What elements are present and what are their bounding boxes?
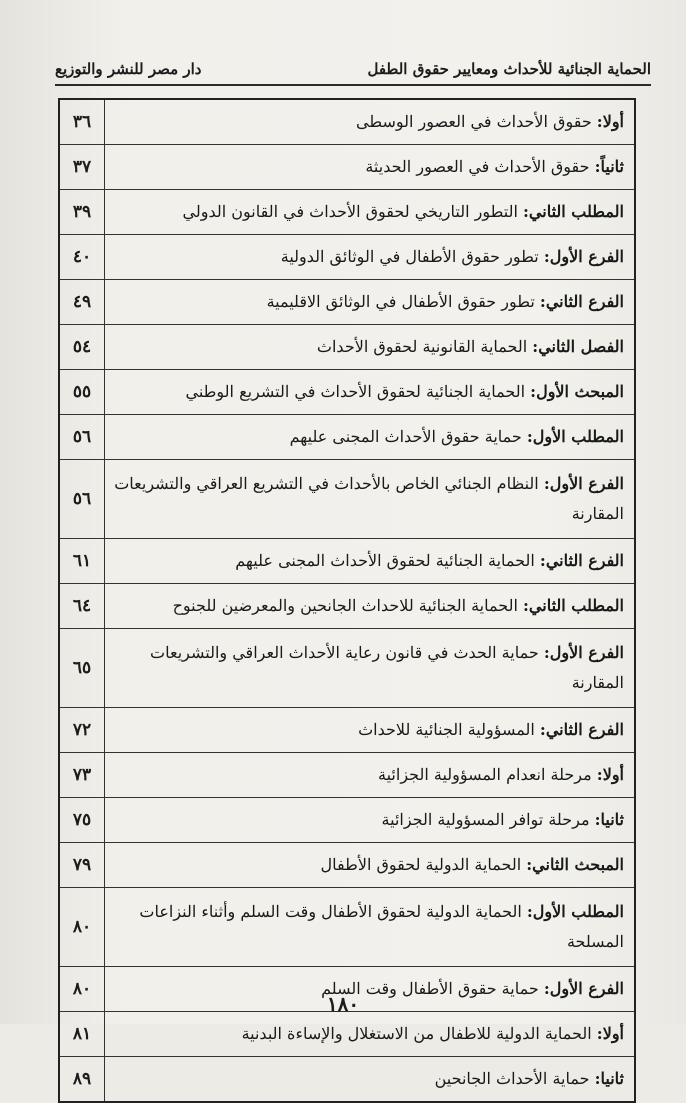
toc-page: ٦٤ xyxy=(59,584,105,629)
toc-entry xyxy=(105,235,636,280)
toc-page: ٧٥ xyxy=(59,798,105,843)
toc-row xyxy=(59,460,635,539)
toc-label: الفرع الأول: xyxy=(543,979,624,998)
toc-text: الحماية القانونية لحقوق الأحداث xyxy=(316,337,528,356)
toc-text: مرحلة انعدام المسؤولية الجزائية xyxy=(378,765,592,784)
toc-text: المسؤولية الجنائية للاحداث xyxy=(358,720,535,739)
toc-page: ٧٢ xyxy=(59,708,105,753)
toc-row xyxy=(59,629,635,708)
toc-page: ٣٦ xyxy=(59,99,105,145)
toc-row xyxy=(59,888,635,967)
toc-row xyxy=(59,190,635,235)
toc-row xyxy=(59,708,635,753)
toc-label: الفرع الأول: xyxy=(543,474,624,493)
toc-entry xyxy=(105,415,636,460)
toc-label: الفصل الثاني: xyxy=(532,337,624,356)
toc-page: ٥٦ xyxy=(59,415,105,460)
toc-text: حقوق الأحداث في العصور الحديثة xyxy=(365,157,590,176)
toc-entry xyxy=(105,539,636,584)
toc-entry xyxy=(105,753,636,798)
toc-page: ٤٠ xyxy=(59,235,105,280)
toc-page: ٣٧ xyxy=(59,145,105,190)
toc-row xyxy=(59,325,635,370)
toc-text: الحماية الدولية لحقوق الأطفال وقت السلم وأثناء النزاعات المسلحة xyxy=(139,902,624,951)
toc-label: أولا: xyxy=(596,765,624,784)
toc-label: الفرع الثاني: xyxy=(539,292,624,311)
toc-label: المطلب الثاني: xyxy=(523,202,624,221)
toc-label: المطلب الأول: xyxy=(526,427,624,446)
toc-label: أولا: xyxy=(596,112,624,131)
toc-entry xyxy=(105,1057,636,1103)
toc-entry xyxy=(105,370,636,415)
running-header xyxy=(55,38,651,86)
toc-page: ٨٩ xyxy=(59,1057,105,1103)
toc-row xyxy=(59,1057,635,1103)
toc-page: ٧٩ xyxy=(59,843,105,888)
toc-row xyxy=(59,235,635,280)
toc-row xyxy=(59,539,635,584)
toc-page: ٦٥ xyxy=(59,629,105,708)
toc-entry xyxy=(105,888,636,967)
toc-page: ٦١ xyxy=(59,539,105,584)
toc-entry xyxy=(105,99,636,145)
toc-label: الفرع الأول: xyxy=(543,643,624,662)
toc-text: حماية الحدث في قانون رعاية الأحداث العراقي والتشريعات المقارنة xyxy=(150,643,624,692)
toc-row xyxy=(59,370,635,415)
toc-text: حماية حقوق الأطفال وقت السلم xyxy=(321,979,539,998)
toc-page: ٨٠ xyxy=(59,888,105,967)
toc-entry xyxy=(105,325,636,370)
publisher-name: دار مصر للنشر والتوزيع xyxy=(55,60,202,78)
toc-label: المطلب الثاني: xyxy=(523,596,624,615)
toc-label: أولا: xyxy=(596,1024,624,1043)
toc-row xyxy=(59,1012,635,1057)
toc-entry xyxy=(105,629,636,708)
toc-entry xyxy=(105,1012,636,1057)
toc-row xyxy=(59,145,635,190)
toc-row xyxy=(59,798,635,843)
toc-label: المطلب الأول: xyxy=(526,902,624,921)
toc-row xyxy=(59,753,635,798)
toc-page: ٣٩ xyxy=(59,190,105,235)
toc-label: المبحث الأول: xyxy=(530,382,624,401)
toc-text: تطور حقوق الأطفال في الوثائق الدولية xyxy=(280,247,539,266)
toc-text: النظام الجنائي الخاص بالأحداث في التشريع العراقي والتشريعات المقارنة xyxy=(114,474,624,523)
table-of-contents xyxy=(58,98,636,1103)
toc-entry xyxy=(105,145,636,190)
book-title: الحماية الجنائية للأحداث ومعايير حقوق الطفل xyxy=(367,60,651,78)
toc-label: ثانيا: xyxy=(594,1069,624,1088)
toc-entry xyxy=(105,584,636,629)
toc-label: الفرع الثاني: xyxy=(539,720,624,739)
toc-entry xyxy=(105,460,636,539)
toc-text: حقوق الأحداث في العصور الوسطى xyxy=(355,112,592,131)
toc-text: الحماية الدولية لحقوق الأطفال xyxy=(320,855,522,874)
toc-text: التطور التاريخي لحقوق الأحداث في القانون الدولي xyxy=(182,202,518,221)
toc-page: ٨١ xyxy=(59,1012,105,1057)
toc-text: الحماية الجنائية لحقوق الأحداث المجنى عليهم xyxy=(235,551,535,570)
toc-row xyxy=(59,280,635,325)
toc-label: الفرع الثاني: xyxy=(539,551,624,570)
toc-text: تطور حقوق الأطفال في الوثائق الاقليمية xyxy=(266,292,535,311)
toc-entry xyxy=(105,843,636,888)
toc-page: ٤٩ xyxy=(59,280,105,325)
toc-entry xyxy=(105,708,636,753)
toc-entry xyxy=(105,798,636,843)
toc-row xyxy=(59,843,635,888)
toc-label: المبحث الثاني: xyxy=(526,855,624,874)
toc-text: الحماية الدولية للاطفال من الاستغلال والإساءة البدنية xyxy=(241,1024,592,1043)
toc-text: الحماية الجنائية لحقوق الأحداث في التشريع الوطني xyxy=(185,382,526,401)
page-number: ١٨٠ xyxy=(326,992,360,1016)
toc-text: الحماية الجنائية للاحداث الجانحين والمعرضين للجنوح xyxy=(172,596,518,615)
toc-row xyxy=(59,99,635,145)
toc-page: ٥٤ xyxy=(59,325,105,370)
toc-page: ٥٥ xyxy=(59,370,105,415)
toc-page: ٨٠ xyxy=(59,967,105,1012)
toc-entry xyxy=(105,190,636,235)
toc-row xyxy=(59,584,635,629)
toc-label: الفرع الأول: xyxy=(543,247,624,266)
toc-text: مرحلة توافر المسؤولية الجزائية xyxy=(381,810,590,829)
toc-page: ٧٣ xyxy=(59,753,105,798)
toc-entry xyxy=(105,280,636,325)
toc-label: ثانياً: xyxy=(594,157,624,176)
toc-label: ثانيا: xyxy=(594,810,624,829)
toc-page: ٥٦ xyxy=(59,460,105,539)
toc-text: حماية حقوق الأحداث المجنى عليهم xyxy=(289,427,522,446)
toc-text: حماية الأحداث الجانحين xyxy=(434,1069,590,1088)
toc-row xyxy=(59,415,635,460)
